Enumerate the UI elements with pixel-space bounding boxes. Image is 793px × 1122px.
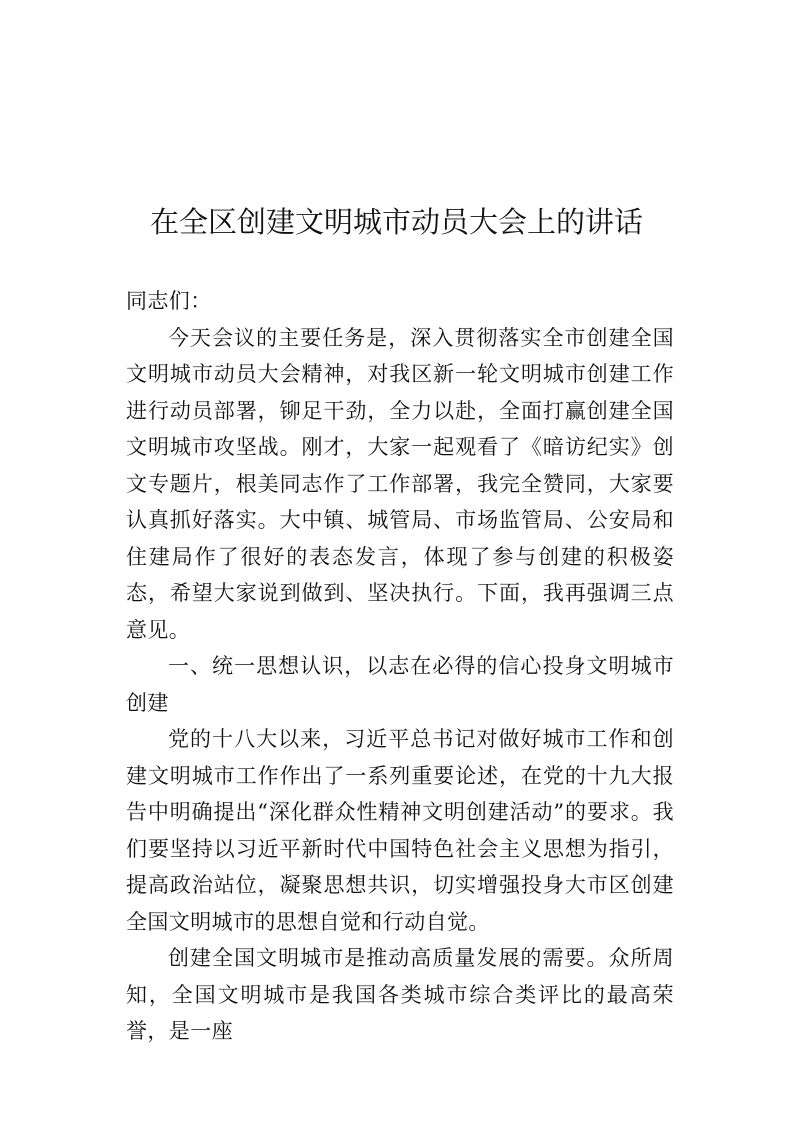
salutation: 同志们： — [126, 289, 212, 313]
paragraph-subpoint-1: 创建全国文明城市是推动高质量发展的需要。众所周知，全国文明城市是我国各类城市综合类评比的最高荣誉，是一座 — [126, 946, 674, 1043]
document-body — [126, 283, 674, 1050]
paragraph-intro: 今天会议的主要任务是，深入贯彻落实全市创建全国文明城市动员大会精神，对我区新一轮文明城市创建工作进行动员部署，铆足干劲，全力以赴，全面打赢创建全国文明城市攻坚战。刚才，大家一起观看了《暗访纪实》创文专题片，根美同志作了工作部署，我完全赞同，大家要认真抓好落实。大中镇、城管局、市场监管局、公安局和住建局作了很好的表态发言，体现了参与创建的积极姿态，希望大家说到做到、坚决执行。下面，我再强调三点意见。 — [126, 325, 674, 642]
paragraph-section-1: 党的十八大以来，习近平总书记对做好城市工作和创建文明城市工作作出了一系列重要论述，在党的十九大报告中明确提出“深化群众性精神文明创建活动”的要求。我们要坚持以习近平新时代中国特色社会主义思想为指引，提高政治站位，凝聚思想共识，切实增强投身大市区创建全国文明城市的思想自觉和行动自觉。 — [126, 727, 674, 934]
document-title: 在全区创建文明城市动员大会上的讲话 — [149, 205, 643, 239]
section-heading-1: 一、统一思想认识，以志在必得的信心投身文明城市创建 — [126, 654, 674, 715]
